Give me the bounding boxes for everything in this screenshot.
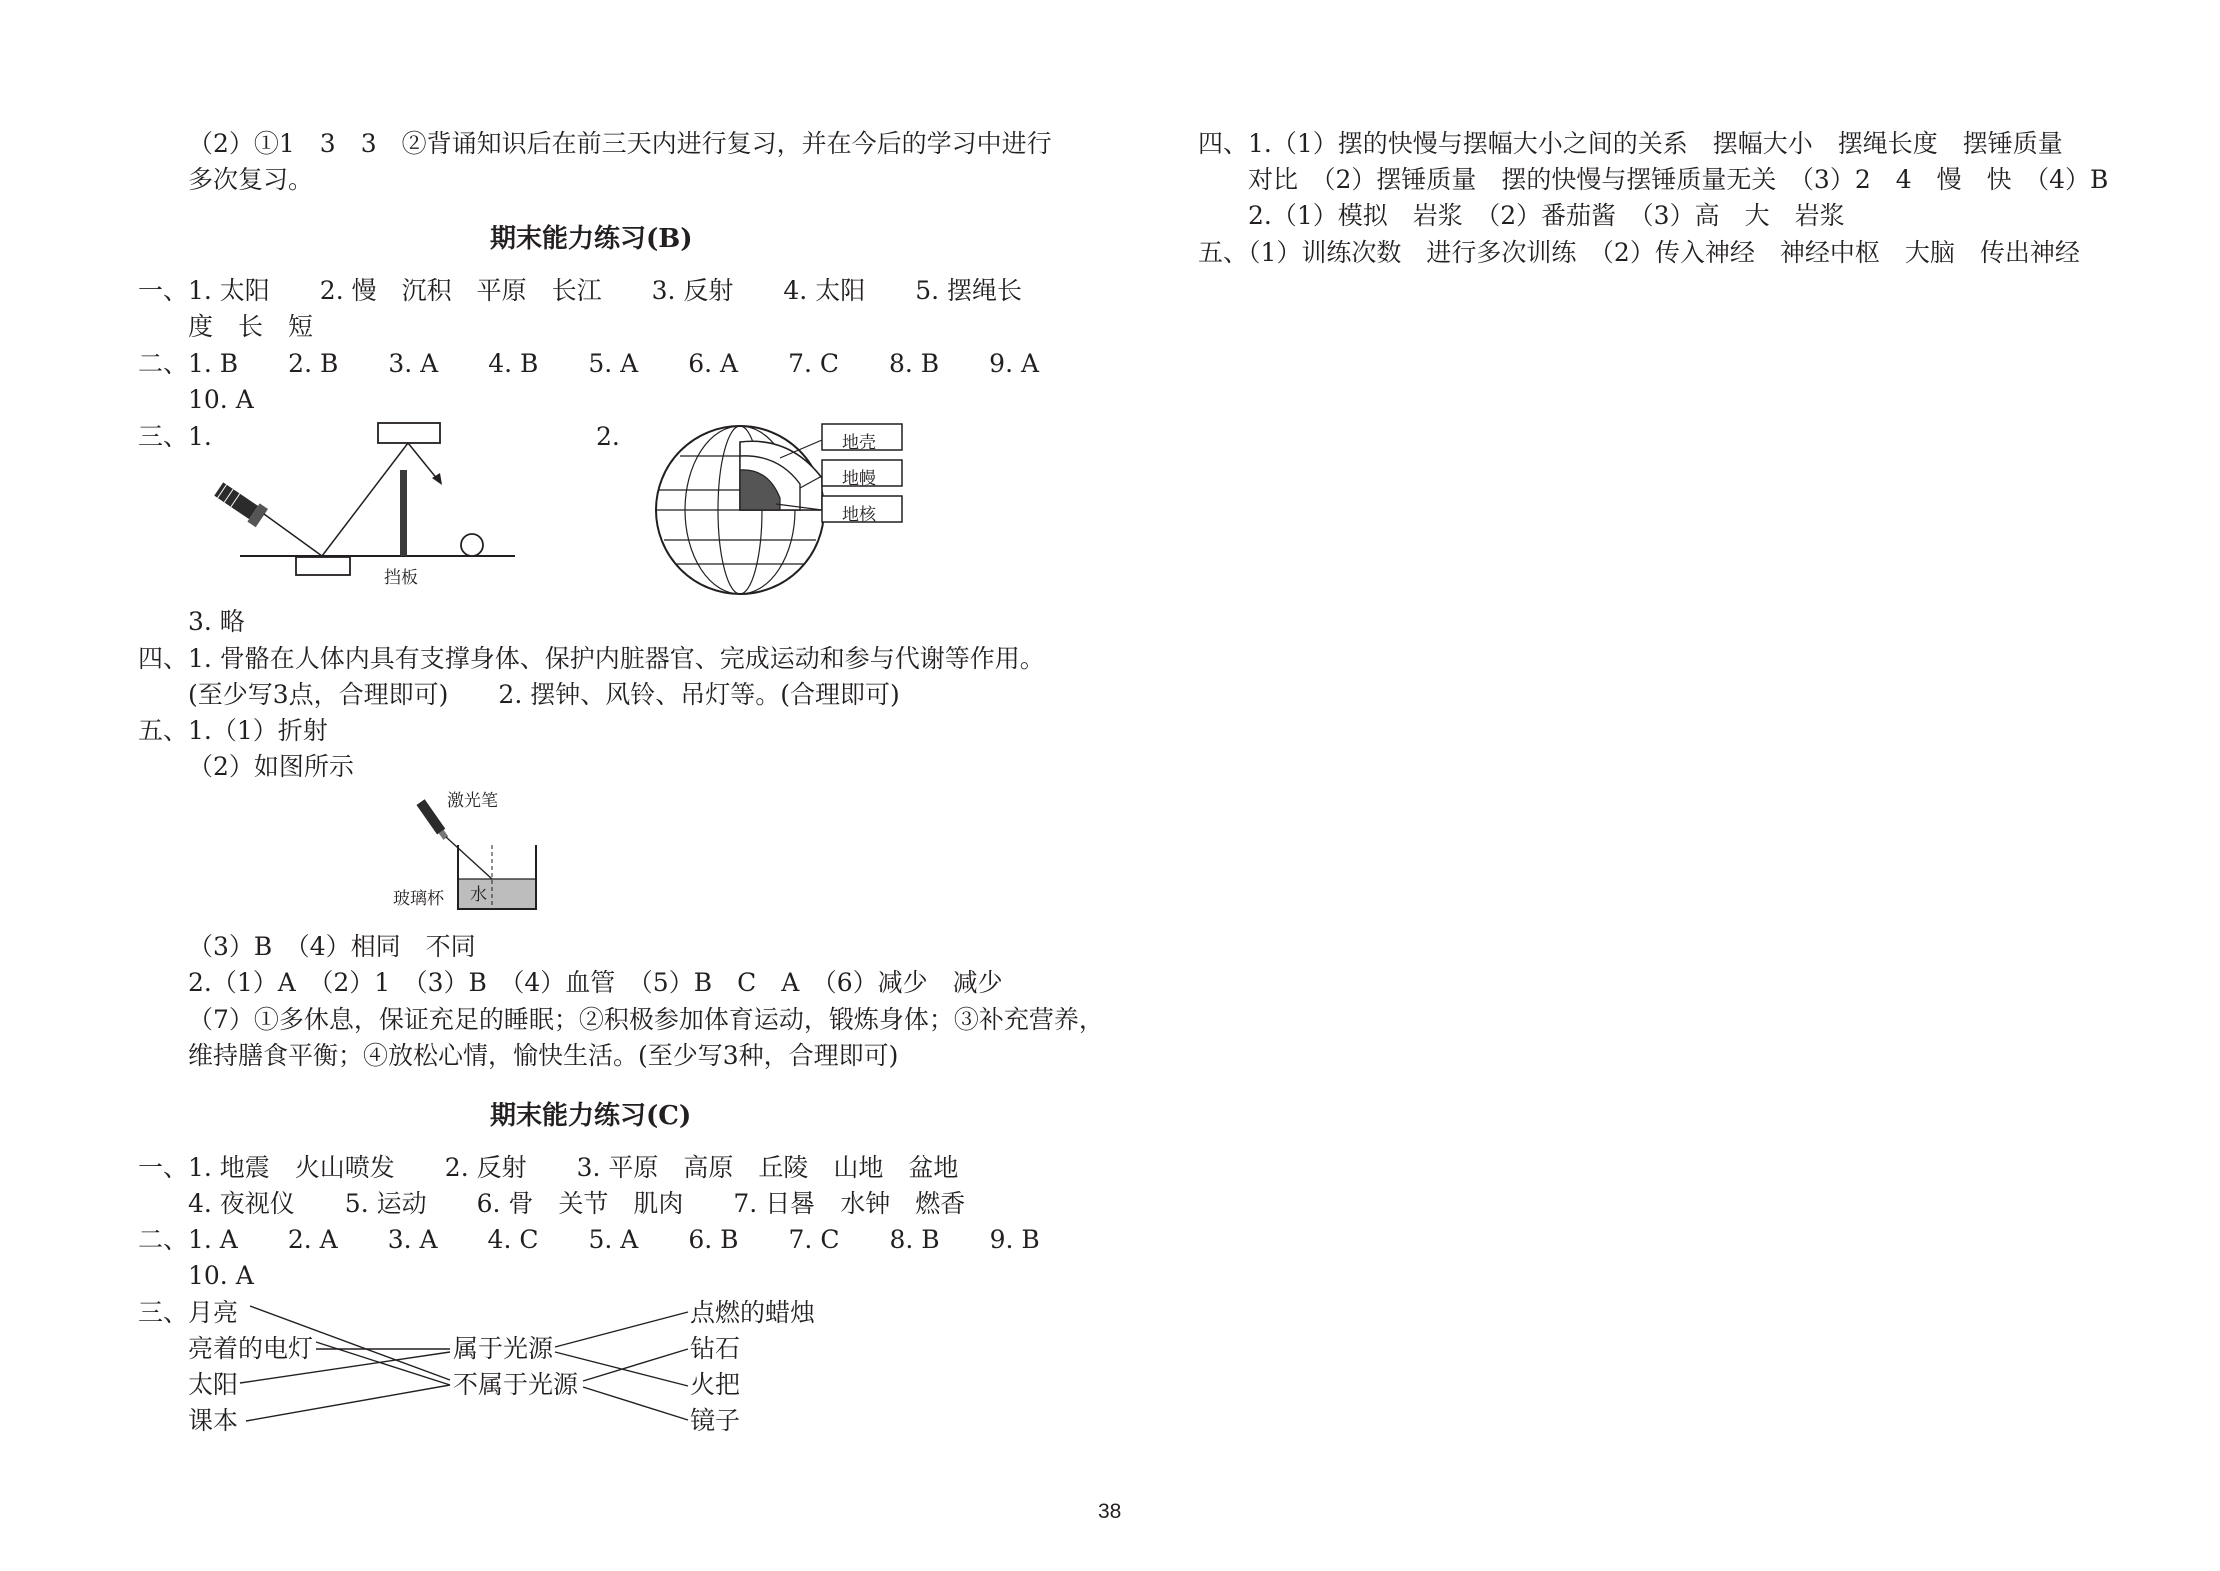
c-part2-line-1: 二、1. A 2. A 3. A 4. C 5. A 6. B 7. C 8. B 9. B — [138, 1225, 1040, 1254]
section-title-c: 期末能力练习(C) — [490, 1101, 692, 1131]
match-right-torch: 火把 — [690, 1370, 741, 1399]
b-part1-line-1: 一、1. 太阳 2. 慢 沉积 平原 长江 3. 反射 4. 太阳 5. 摆绳长 — [138, 276, 1022, 305]
water-label: 水 — [470, 885, 487, 905]
match-left-moon: 月亮 — [188, 1298, 239, 1327]
b-part3-label-2: 2. — [596, 422, 620, 451]
match-mid-source: 属于光源 — [453, 1334, 554, 1363]
glass-cup-label: 玻璃杯 — [393, 889, 444, 909]
c-part1-line-2: 4. 夜视仪 5. 运动 6. 骨 关节 肌肉 7. 日晷 水钟 燃香 — [188, 1189, 966, 1218]
laser-pen-label: 激光笔 — [447, 791, 498, 811]
c-part1-line-1: 一、1. 地震 火山喷发 2. 反射 3. 平原 高原 丘陵 山地 盆地 — [138, 1153, 959, 1182]
intro-line-1: （2）①1 3 3 ②背诵知识后在前三天内进行复习，并在今后的学习中进行 — [188, 129, 1052, 158]
b-part5-line-2: （2）如图所示 — [188, 752, 354, 781]
core-label: 地核 — [842, 505, 876, 525]
b-part4-line-2: (至少写3点，合理即可) 2. 摆钟、风铃、吊灯等。(合理即可) — [188, 680, 900, 709]
b-part1-line-2: 度 长 短 — [188, 312, 314, 341]
match-right-diamond: 钻石 — [690, 1334, 741, 1363]
match-left-sun: 太阳 — [188, 1370, 239, 1399]
match-left-lamp: 亮着的电灯 — [188, 1334, 314, 1363]
b-part5-line-1: 五、1.（1）折射 — [138, 716, 328, 745]
section-title-b: 期末能力练习(B) — [490, 224, 693, 254]
match-right-candle: 点燃的蜡烛 — [690, 1298, 816, 1327]
match-mid-not-source: 不属于光源 — [453, 1370, 579, 1399]
match-right-mirror: 镜子 — [690, 1406, 741, 1435]
mantle-label: 地幔 — [842, 469, 876, 489]
r-part5-line-1: 五、（1）训练次数 进行多次训练 （2）传入神经 神经中枢 大脑 传出神经 — [1198, 238, 2080, 267]
b-part5-line-5: （7）①多休息，保证充足的睡眠；②积极参加体育运动，锻炼身体；③补充营养， — [188, 1005, 1104, 1034]
b-part2-line-1: 二、1. B 2. B 3. A 4. B 5. A 6. A 7. C 8. B 9. A — [138, 349, 1040, 378]
b-part5-line-4: 2.（1）A （2）1 （3）B （4）血管 （5）B C A （6）减少 减少 — [188, 968, 1003, 997]
b-part5-line-6: 维持膳食平衡；④放松心情，愉快生活。(至少写3种，合理即可) — [188, 1041, 899, 1070]
c-part3-prefix: 三、 — [138, 1298, 189, 1327]
r-part4-line-2: 对比 （2）摆锤质量 摆的快慢与摆锤质量无关 （3）2 4 慢 快 （4）B — [1248, 165, 2109, 194]
crust-label: 地壳 — [842, 433, 876, 453]
r-part4-line-1: 四、1.（1）摆的快慢与摆幅大小之间的关系 摆幅大小 摆绳长度 摆锤质量 — [1198, 129, 2063, 158]
b-part3-label: 三、1. — [138, 422, 212, 451]
page-number: 38 — [1098, 1500, 1122, 1523]
r-part4-line-3: 2.（1）模拟 岩浆 （2）番茄酱 （3）高 大 岩浆 — [1248, 201, 1845, 230]
b-part2-line-2: 10. A — [188, 385, 254, 414]
match-left-book: 课本 — [188, 1406, 239, 1435]
b-part3-line-3: 3. 略 — [188, 607, 245, 636]
barrier-caption: 挡板 — [384, 568, 418, 588]
b-part5-line-3: （3）B （4）相同 不同 — [188, 932, 476, 961]
b-part4-line-1: 四、1. 骨骼在人体内具有支撑身体、保护内脏器官、完成运动和参与代谢等作用。 — [138, 644, 1045, 673]
c-part2-line-2: 10. A — [188, 1261, 254, 1290]
intro-line-2: 多次复习。 — [188, 165, 314, 194]
